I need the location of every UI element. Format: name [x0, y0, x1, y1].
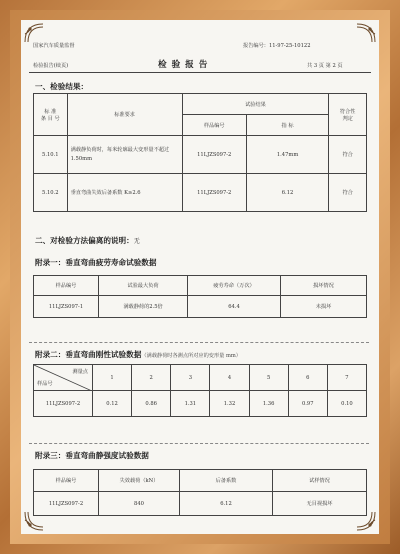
annex3-header-factor: 后备系数: [180, 470, 273, 492]
point-header: 4: [210, 365, 249, 391]
sample-cell: 11LJZS097-2: [182, 136, 246, 174]
annex1-header-load: 试验最大负荷: [99, 276, 188, 296]
point-header: 6: [288, 365, 327, 391]
point-header: 1: [93, 365, 132, 391]
form-number: 检验报告(续页): [33, 63, 69, 69]
dashed-divider: [29, 443, 369, 444]
annex3-header-condition: 试样情况: [273, 470, 367, 492]
sample-cell: 11LJZS097-2: [182, 174, 246, 212]
annex2-table: [33, 364, 367, 417]
clause-header: 标 准 条 目 号: [34, 94, 68, 136]
point-header: 7: [327, 365, 366, 391]
annex3-load-cell: 840: [99, 492, 180, 516]
indicator-cell: 1.47mm: [246, 136, 328, 174]
annex3-header-load: 失效载荷（kN）: [99, 470, 180, 492]
annex1-load-cell: 满载静荷的2.5倍: [99, 296, 188, 318]
annex1-header-sample: 样品编号: [34, 276, 99, 296]
corner-ornament-icon: [355, 22, 377, 44]
annex2-corner-cell: [34, 365, 93, 391]
requirement-cell: 垂直弯曲失效后备系数 K≥2.6: [67, 174, 182, 212]
dashed-divider: [29, 342, 369, 343]
deflection-cell: 1.32: [210, 391, 249, 417]
report-title: 检 验 报 告: [158, 60, 209, 70]
indicator-header: 指 标: [246, 115, 328, 136]
annex3-sample-cell: 11LJZS097-2: [34, 492, 99, 516]
annex1-sample-cell: 11LJZS097-1: [34, 296, 99, 318]
deflection-cell: 0.10: [327, 391, 366, 417]
corner-ornament-icon: [23, 22, 45, 44]
annex1-damage-cell: 未损坏: [281, 296, 367, 318]
deflection-cell: 1.31: [171, 391, 210, 417]
annex3-header-sample: 样品编号: [34, 470, 99, 492]
verdict-header: 符合性 判定: [329, 94, 367, 136]
requirement-cell: 满载静负荷时，每米轮廓最大变形量不超过1.50mm: [67, 136, 182, 174]
clause-cell: 5.10.2: [34, 174, 68, 212]
section1-title: 一、检验结果：: [35, 82, 89, 91]
annex1-title: 附录一：垂直弯曲疲劳寿命试验数据: [35, 258, 157, 267]
point-header: 2: [132, 365, 171, 391]
verdict-cell: 符合: [329, 174, 367, 212]
table-row: [34, 296, 367, 318]
annex1-header-life: 疲劳寿命（万次）: [188, 276, 281, 296]
results-header: 试验结果: [182, 94, 329, 115]
clause-cell: 5.10.1: [34, 136, 68, 174]
section2-title: 二、对检验方法偏离的说明：无: [35, 236, 140, 245]
results-table: [33, 93, 367, 212]
point-header: 5: [249, 365, 288, 391]
page-number: 共 3 页 第 2 页: [307, 63, 343, 69]
deflection-cell: 0.97: [288, 391, 327, 417]
sample-header: 样品编号: [182, 115, 246, 136]
annex3-condition-cell: 无目视损坏: [273, 492, 367, 516]
annex2-title: 附录二：垂直弯曲刚性试验数据（满载静荷时各测点所对应的变形量 mm）: [35, 350, 241, 359]
deflection-cell: 0.86: [132, 391, 171, 417]
corner-top-label: 测量点: [72, 369, 88, 375]
table-row: [34, 174, 367, 212]
point-header: 3: [171, 365, 210, 391]
annex1-header-damage: 损坏情况: [281, 276, 367, 296]
annex1-life-cell: 64.4: [188, 296, 281, 318]
table-row: [34, 492, 367, 516]
table-row: [34, 136, 367, 174]
deflection-cell: 1.36: [249, 391, 288, 417]
annex3-table: [33, 469, 367, 516]
annex2-sample-cell: 11LJZS097-2: [34, 391, 93, 417]
requirement-header: 标准要求: [67, 94, 182, 136]
indicator-cell: 6.12: [246, 174, 328, 212]
header-rule: [29, 72, 371, 73]
report-number: 报告编号：11-97-25-10122: [243, 43, 311, 49]
annex3-title: 附录三：垂直弯曲静强度试验数据: [35, 451, 149, 460]
verdict-cell: 符合: [329, 136, 367, 174]
certificate-paper: [21, 20, 379, 534]
annex3-factor-cell: 6.12: [180, 492, 273, 516]
table-row: [34, 391, 367, 417]
corner-bottom-label: 样品号: [37, 381, 53, 387]
annex1-table: [33, 275, 367, 318]
deflection-cell: 0.12: [93, 391, 132, 417]
org-name: 国家汽车质量监督: [33, 43, 75, 49]
